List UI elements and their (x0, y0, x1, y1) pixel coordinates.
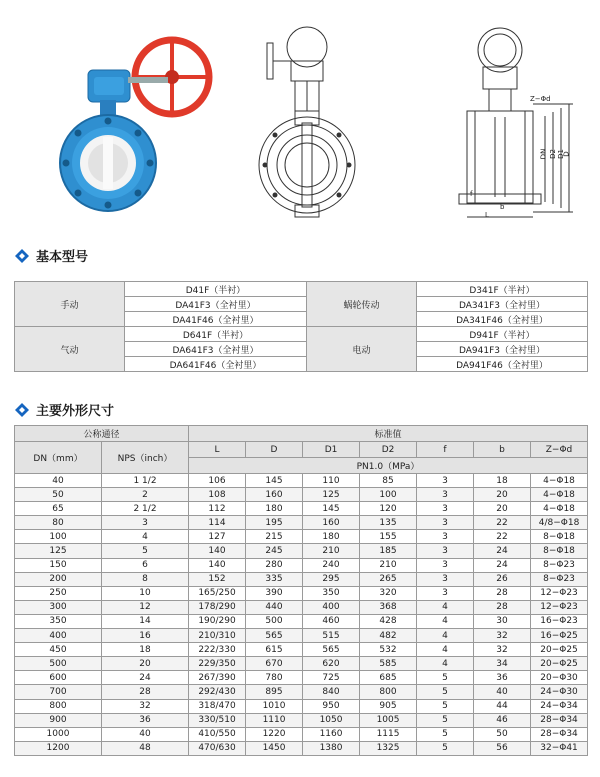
header-d2: D2 (360, 442, 417, 458)
model-cell: DA41F3（全衬里） (125, 297, 307, 312)
table-cell: 48 (102, 741, 189, 755)
table-cell: 585 (360, 657, 417, 671)
header-l: L (189, 442, 246, 458)
table-cell: 905 (360, 699, 417, 713)
valve-photo (50, 15, 220, 215)
table-cell: 200 (15, 572, 102, 586)
table-cell: 5 (417, 699, 474, 713)
label-dn: DN (539, 148, 548, 160)
table-cell: 565 (246, 629, 303, 643)
table-cell: 840 (303, 685, 360, 699)
table-cell: 12 (102, 600, 189, 614)
section-basic-models-heading (14, 246, 88, 265)
table-cell: 900 (15, 713, 102, 727)
label-d1: D1 (556, 149, 565, 159)
table-cell: 215 (246, 530, 303, 544)
table-row (15, 671, 588, 685)
table-cell: 36 (474, 671, 531, 685)
table-cell: 1010 (246, 699, 303, 713)
table-cell: 152 (189, 572, 246, 586)
table-cell: 245 (246, 544, 303, 558)
table-cell: 3 (417, 516, 474, 530)
model-cell: DA341F46（全衬里） (417, 312, 588, 327)
table-row (15, 629, 588, 643)
table-cell: 2 1/2 (102, 502, 189, 516)
diamond-bullet-icon (14, 402, 30, 418)
header-d: D (246, 442, 303, 458)
table-cell: 8−Φ23 (531, 572, 588, 586)
table-cell: 135 (360, 516, 417, 530)
table-cell: 400 (303, 600, 360, 614)
table-cell: 8 (102, 572, 189, 586)
model-cell: DA41F46（全衬里） (125, 312, 307, 327)
table-cell: 470/630 (189, 741, 246, 755)
table-cell: 32 (474, 629, 531, 643)
table-cell: 50 (15, 488, 102, 502)
table-cell: 950 (303, 699, 360, 713)
table-row (15, 572, 588, 586)
model-cell: DA641F3（全衬里） (125, 342, 307, 357)
header-f: f (417, 442, 474, 458)
table-cell: 120 (360, 502, 417, 516)
table-cell: 800 (360, 685, 417, 699)
table-cell: 140 (189, 558, 246, 572)
table-cell: 565 (303, 643, 360, 657)
table-cell: 125 (15, 544, 102, 558)
table-cell: 300 (15, 600, 102, 614)
table-cell: 500 (15, 657, 102, 671)
table-cell: 3 (417, 572, 474, 586)
label-d: D (562, 151, 571, 157)
table-cell: 28−Φ34 (531, 727, 588, 741)
table-cell: 210 (360, 558, 417, 572)
table-cell: 16−Φ23 (531, 614, 588, 628)
table-cell: 22 (474, 530, 531, 544)
table-row (15, 530, 588, 544)
table-row (15, 282, 588, 297)
table-cell: 3 (417, 502, 474, 516)
table-cell: 5 (417, 671, 474, 685)
table-cell: 180 (246, 502, 303, 516)
table-cell: 8−Φ23 (531, 558, 588, 572)
table-cell: 10 (102, 586, 189, 600)
table-cell: 4−Φ18 (531, 474, 588, 488)
table-cell: 1160 (303, 727, 360, 741)
model-cell: DA941F46（全衬里） (417, 357, 588, 372)
table-cell: 350 (15, 614, 102, 628)
table-row (15, 502, 588, 516)
table-cell: 6 (102, 558, 189, 572)
table-cell: 185 (360, 544, 417, 558)
table-cell: 127 (189, 530, 246, 544)
table-cell: 440 (246, 600, 303, 614)
table-cell: 460 (303, 614, 360, 628)
table-cell: 155 (360, 530, 417, 544)
table-cell: 30 (474, 614, 531, 628)
table-cell: 108 (189, 488, 246, 502)
table-cell: 250 (15, 586, 102, 600)
table-cell: 4 (102, 530, 189, 544)
table-cell: 16 (102, 629, 189, 643)
table-cell: 24−Φ30 (531, 685, 588, 699)
header-pressure: PN1.0（MPa） (189, 458, 588, 474)
table-cell: 320 (360, 586, 417, 600)
table-cell: 515 (303, 629, 360, 643)
table-cell: 800 (15, 699, 102, 713)
table-cell: 5 (417, 685, 474, 699)
group-label: 气动 (15, 327, 125, 372)
group-label: 手动 (15, 282, 125, 327)
table-row (15, 558, 588, 572)
table-cell: 450 (15, 643, 102, 657)
table-cell: 780 (246, 671, 303, 685)
table-cell: 1 1/2 (102, 474, 189, 488)
table-cell: 685 (360, 671, 417, 685)
table-cell: 28 (474, 600, 531, 614)
table-row (15, 600, 588, 614)
table-cell: 3 (417, 586, 474, 600)
table-cell: 615 (246, 643, 303, 657)
table-cell: 26 (474, 572, 531, 586)
table-cell: 267/390 (189, 671, 246, 685)
table-cell: 195 (246, 516, 303, 530)
table-cell: 5 (102, 544, 189, 558)
table-cell: 5 (417, 727, 474, 741)
table-cell: 160 (303, 516, 360, 530)
table-cell: 3 (417, 488, 474, 502)
table-row (15, 741, 588, 755)
label-d2: D2 (548, 149, 557, 159)
table-cell: 178/290 (189, 600, 246, 614)
table-cell: 428 (360, 614, 417, 628)
table-cell: 44 (474, 699, 531, 713)
section-title: 基本型号 (36, 250, 89, 265)
table-cell: 14 (102, 614, 189, 628)
table-cell: 368 (360, 600, 417, 614)
table-cell: 4 (417, 657, 474, 671)
label-b: b (500, 203, 505, 211)
table-cell: 28 (474, 586, 531, 600)
model-cell: DA341F3（全衬里） (417, 297, 588, 312)
product-figures (0, 0, 600, 235)
table-cell: 3 (417, 544, 474, 558)
dimensions-body (15, 474, 588, 756)
header-nominal: 公称通径 (15, 426, 189, 442)
label-l: L (485, 211, 489, 219)
table-cell: 40 (15, 474, 102, 488)
table-cell: 620 (303, 657, 360, 671)
table-cell: 85 (360, 474, 417, 488)
table-cell: 50 (474, 727, 531, 741)
table-cell: 265 (360, 572, 417, 586)
table-cell: 240 (303, 558, 360, 572)
table-cell: 482 (360, 629, 417, 643)
table-cell: 1000 (15, 727, 102, 741)
table-cell: 28 (102, 685, 189, 699)
table-cell: 895 (246, 685, 303, 699)
table-cell: 532 (360, 643, 417, 657)
table-cell: 280 (246, 558, 303, 572)
model-cell: DA641F46（全衬里） (125, 357, 307, 372)
table-cell: 5 (417, 713, 474, 727)
table-cell: 4 (417, 600, 474, 614)
table-cell: 160 (246, 488, 303, 502)
table-cell: 3 (417, 558, 474, 572)
table-cell: 180 (303, 530, 360, 544)
table-cell: 1050 (303, 713, 360, 727)
table-cell: 2 (102, 488, 189, 502)
table-cell: 24 (474, 544, 531, 558)
table-cell: 222/330 (189, 643, 246, 657)
table-cell: 335 (246, 572, 303, 586)
table-row (15, 327, 588, 342)
table-cell: 32 (474, 643, 531, 657)
table-cell: 4 (417, 614, 474, 628)
table-cell: 4−Φ18 (531, 502, 588, 516)
models-table (14, 281, 588, 372)
table-row (15, 544, 588, 558)
table-cell: 28−Φ34 (531, 713, 588, 727)
section-title: 主要外形尺寸 (36, 404, 115, 419)
table-cell: 24−Φ34 (531, 699, 588, 713)
table-cell: 725 (303, 671, 360, 685)
table-cell: 670 (246, 657, 303, 671)
table-cell: 24 (102, 671, 189, 685)
table-cell: 210 (303, 544, 360, 558)
table-cell: 3 (417, 530, 474, 544)
header-nps: NPS（inch） (102, 442, 189, 474)
table-row (15, 657, 588, 671)
table-cell: 125 (303, 488, 360, 502)
table-cell: 1110 (246, 713, 303, 727)
table-row (15, 586, 588, 600)
table-row (15, 685, 588, 699)
table-cell: 1115 (360, 727, 417, 741)
table-cell: 410/550 (189, 727, 246, 741)
table-cell: 700 (15, 685, 102, 699)
table-cell: 5 (417, 741, 474, 755)
table-cell: 330/510 (189, 713, 246, 727)
table-cell: 24 (474, 558, 531, 572)
table-cell: 292/430 (189, 685, 246, 699)
table-cell: 1380 (303, 741, 360, 755)
dimensions-table (14, 425, 588, 756)
table-cell: 4 (417, 629, 474, 643)
table-cell: 145 (303, 502, 360, 516)
table-cell: 500 (246, 614, 303, 628)
table-cell: 40 (102, 727, 189, 741)
table-cell: 8−Φ18 (531, 544, 588, 558)
table-cell: 100 (15, 530, 102, 544)
table-cell: 350 (303, 586, 360, 600)
table-cell: 318/470 (189, 699, 246, 713)
table-cell: 1220 (246, 727, 303, 741)
table-cell: 46 (474, 713, 531, 727)
header-z: Z−Φd (531, 442, 588, 458)
table-cell: 229/350 (189, 657, 246, 671)
section-dimensions-heading (14, 400, 114, 419)
label-f: f (470, 190, 473, 198)
table-cell: 4−Φ18 (531, 488, 588, 502)
table-cell: 56 (474, 741, 531, 755)
table-cell: 100 (360, 488, 417, 502)
table-cell: 1325 (360, 741, 417, 755)
table-row (15, 713, 588, 727)
table-cell: 190/290 (189, 614, 246, 628)
table-row (15, 699, 588, 713)
table-cell: 400 (15, 629, 102, 643)
table-cell: 22 (474, 516, 531, 530)
table-cell: 32 (102, 699, 189, 713)
valve-side-drawing (445, 12, 595, 227)
table-cell: 150 (15, 558, 102, 572)
table-row (15, 643, 588, 657)
diamond-bullet-icon (14, 248, 30, 264)
table-cell: 295 (303, 572, 360, 586)
table-cell: 12−Φ23 (531, 600, 588, 614)
label-z-phi-d: Z−Φd (530, 95, 551, 103)
table-cell: 600 (15, 671, 102, 685)
table-cell: 390 (246, 586, 303, 600)
table-cell: 140 (189, 544, 246, 558)
header-b: b (474, 442, 531, 458)
table-cell: 20 (474, 502, 531, 516)
table-cell: 20−Φ25 (531, 657, 588, 671)
table-row (15, 516, 588, 530)
valve-front-drawing (255, 15, 380, 220)
model-cell: D341F（半衬） (417, 282, 588, 297)
table-row (15, 727, 588, 741)
table-cell: 3 (102, 516, 189, 530)
table-cell: 165/250 (189, 586, 246, 600)
table-cell: 3 (417, 474, 474, 488)
table-cell: 18 (102, 643, 189, 657)
table-cell: 20 (102, 657, 189, 671)
group-label: 电动 (307, 327, 417, 372)
table-cell: 4 (417, 643, 474, 657)
table-cell: 112 (189, 502, 246, 516)
table-cell: 145 (246, 474, 303, 488)
table-cell: 12−Φ23 (531, 586, 588, 600)
table-cell: 4/8−Φ18 (531, 516, 588, 530)
table-cell: 1200 (15, 741, 102, 755)
table-cell: 36 (102, 713, 189, 727)
model-cell: D941F（半衬） (417, 327, 588, 342)
header-d1: D1 (303, 442, 360, 458)
table-row (15, 488, 588, 502)
table-cell: 40 (474, 685, 531, 699)
model-cell: D641F（半衬） (125, 327, 307, 342)
table-cell: 114 (189, 516, 246, 530)
table-cell: 1450 (246, 741, 303, 755)
table-cell: 1005 (360, 713, 417, 727)
header-standard: 标准值 (189, 426, 588, 442)
table-cell: 106 (189, 474, 246, 488)
table-cell: 32−Φ41 (531, 741, 588, 755)
table-cell: 110 (303, 474, 360, 488)
table-cell: 20 (474, 488, 531, 502)
table-cell: 16−Φ25 (531, 629, 588, 643)
table-row (15, 614, 588, 628)
header-dn: DN（mm） (15, 442, 102, 474)
table-cell: 18 (474, 474, 531, 488)
model-cell: DA941F3（全衬里） (417, 342, 588, 357)
table-row (15, 474, 588, 488)
table-cell: 34 (474, 657, 531, 671)
table-cell: 80 (15, 516, 102, 530)
group-label: 蜗轮传动 (307, 282, 417, 327)
table-cell: 8−Φ18 (531, 530, 588, 544)
table-cell: 210/310 (189, 629, 246, 643)
table-cell: 65 (15, 502, 102, 516)
table-cell: 20−Φ25 (531, 643, 588, 657)
model-cell: D41F（半衬） (125, 282, 307, 297)
table-cell: 20−Φ30 (531, 671, 588, 685)
